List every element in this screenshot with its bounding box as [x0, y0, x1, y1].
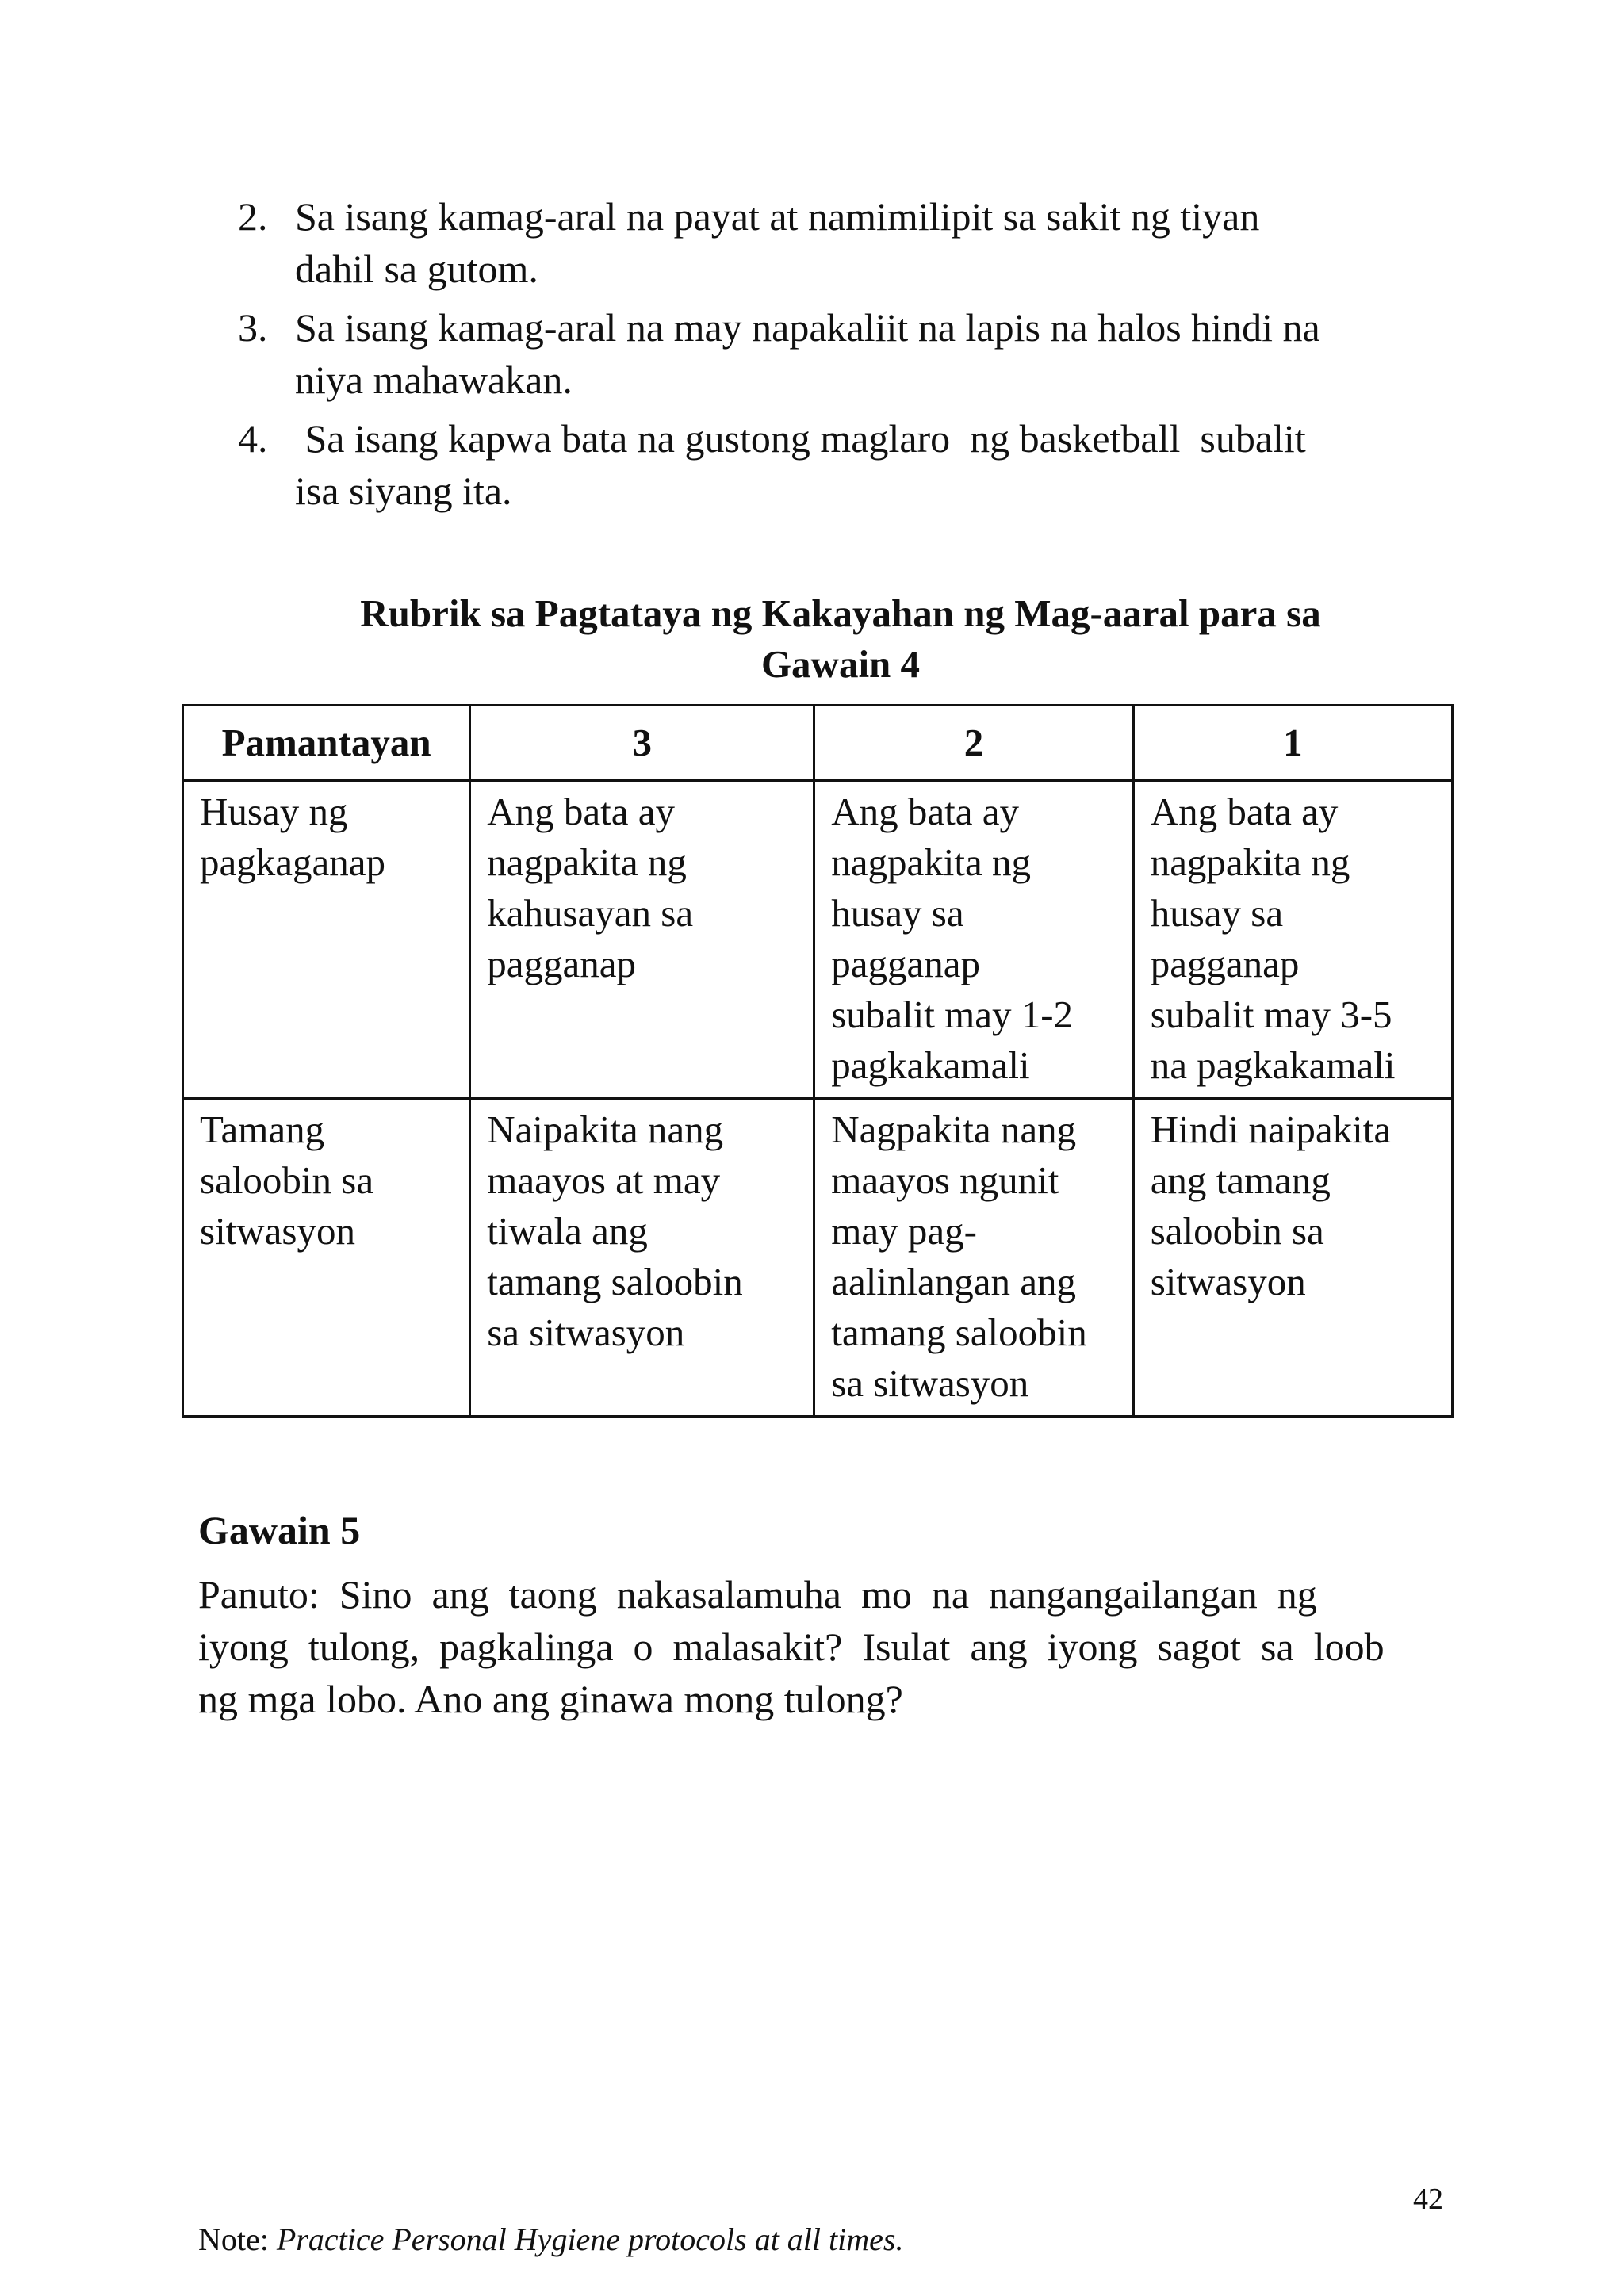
cell-text: pagkakamali — [831, 1043, 1030, 1087]
page-number: 42 — [1413, 2183, 1443, 2216]
instructions-line: Panuto: Sino ang taong nakasalamuha mo na nangangailangan ng — [198, 1572, 1317, 1617]
instructions-line: iyong tulong, pagkalinga o malasakit? Isulat ang iyong sagot sa loob — [198, 1624, 1385, 1669]
list-item-number: 3. — [238, 305, 268, 350]
table-header-row — [183, 706, 1453, 781]
cell-text: Husay ng — [200, 790, 348, 833]
cell-text: Nagpakita nang — [831, 1108, 1077, 1151]
cell-text: sitwasyon — [200, 1209, 355, 1253]
cell-text: nagpakita ng — [1150, 840, 1350, 884]
score-3-cell — [470, 781, 814, 1099]
list-item-text: Sa isang kamag-aral na payat at namimilipit sa sakit ng tiyan — [295, 194, 1260, 239]
score-1-cell — [1133, 1099, 1452, 1417]
cell-text: tamang saloobin — [487, 1260, 743, 1303]
criteria-cell — [183, 1099, 470, 1417]
cell-text: pagganap — [831, 942, 980, 985]
score-2-cell — [814, 781, 1133, 1099]
list-item-number: 4. — [238, 416, 268, 461]
cell-text: ang tamang — [1150, 1158, 1331, 1202]
header-score-3: 3 — [470, 706, 814, 781]
cell-text: Ang bata ay — [487, 790, 675, 833]
list-item — [238, 412, 1443, 517]
cell-text: sitwasyon — [1150, 1260, 1306, 1303]
cell-text: saloobin sa — [1150, 1209, 1324, 1253]
cell-text: subalit may 1-2 — [831, 993, 1074, 1036]
cell-text: pagganap — [487, 942, 636, 985]
list-item-text: niya mahawakan. — [295, 358, 573, 402]
table-row — [183, 781, 1453, 1099]
instructions-line: ng mga lobo. Ano ang ginawa mong tulong? — [198, 1677, 903, 1721]
cell-text: husay sa — [831, 891, 964, 935]
cell-text: pagkaganap — [200, 840, 385, 884]
header-score-1: 1 — [1133, 706, 1452, 781]
cell-text: kahusayan sa — [487, 891, 694, 935]
score-2-cell — [814, 1099, 1133, 1417]
header-pamantayan: Pamantayan — [183, 706, 470, 781]
footer-note-label: Note: — [198, 2221, 277, 2257]
cell-text: pagganap — [1150, 942, 1300, 985]
cell-text: tamang saloobin — [831, 1311, 1087, 1354]
cell-text: nagpakita ng — [831, 840, 1031, 884]
rubric-table — [182, 704, 1454, 1418]
cell-text: nagpakita ng — [487, 840, 687, 884]
list-item — [238, 301, 1443, 406]
cell-text: na pagkakamali — [1150, 1043, 1396, 1087]
cell-text: Naipakita nang — [487, 1108, 724, 1151]
cell-text: may pag- — [831, 1209, 977, 1253]
table-row — [183, 1099, 1453, 1417]
list-item-text: Sa isang kamag-aral na may napakaliit na lapis na halos hindi na — [295, 305, 1320, 350]
list-item-text: isa siyang ita. — [295, 469, 512, 513]
cell-text: husay sa — [1150, 891, 1284, 935]
list-item-text: dahil sa gutom. — [295, 247, 538, 291]
header-score-2: 2 — [814, 706, 1133, 781]
footer-note — [198, 2220, 903, 2260]
cell-text: maayos ngunit — [831, 1158, 1059, 1202]
cell-text: maayos at may — [487, 1158, 721, 1202]
cell-text: aalinlangan ang — [831, 1260, 1077, 1303]
numbered-list — [238, 190, 1443, 523]
list-item-text: Sa isang kapwa bata na gustong maglaro ng basketball subalit — [295, 416, 1306, 461]
cell-text: sa sitwasyon — [487, 1311, 685, 1354]
list-item-number: 2. — [238, 194, 268, 239]
score-3-cell — [470, 1099, 814, 1417]
footer-note-text: Practice Personal Hygiene protocols at all times. — [276, 2221, 904, 2257]
cell-text: Ang bata ay — [1150, 790, 1339, 833]
instructions-paragraph — [198, 1568, 1443, 1725]
criteria-cell — [183, 781, 470, 1099]
cell-text: Ang bata ay — [831, 790, 1019, 833]
cell-text: sa sitwasyon — [831, 1361, 1029, 1405]
cell-text: saloobin sa — [200, 1158, 374, 1202]
rubric-title-line: Rubrik sa Pagtataya ng Kakayahan ng Mag-aaral para sa — [360, 591, 1321, 635]
rubric-title-line: Gawain 4 — [760, 642, 921, 686]
cell-text: tiwala ang — [487, 1209, 648, 1253]
section-heading: Gawain 5 — [198, 1508, 361, 1552]
score-1-cell — [1133, 781, 1452, 1099]
cell-text: Tamang — [200, 1108, 325, 1151]
rubric-title — [238, 588, 1443, 690]
list-item — [238, 190, 1443, 295]
cell-text: Hindi naipakita — [1150, 1108, 1392, 1151]
cell-text: subalit may 3-5 — [1150, 993, 1392, 1036]
